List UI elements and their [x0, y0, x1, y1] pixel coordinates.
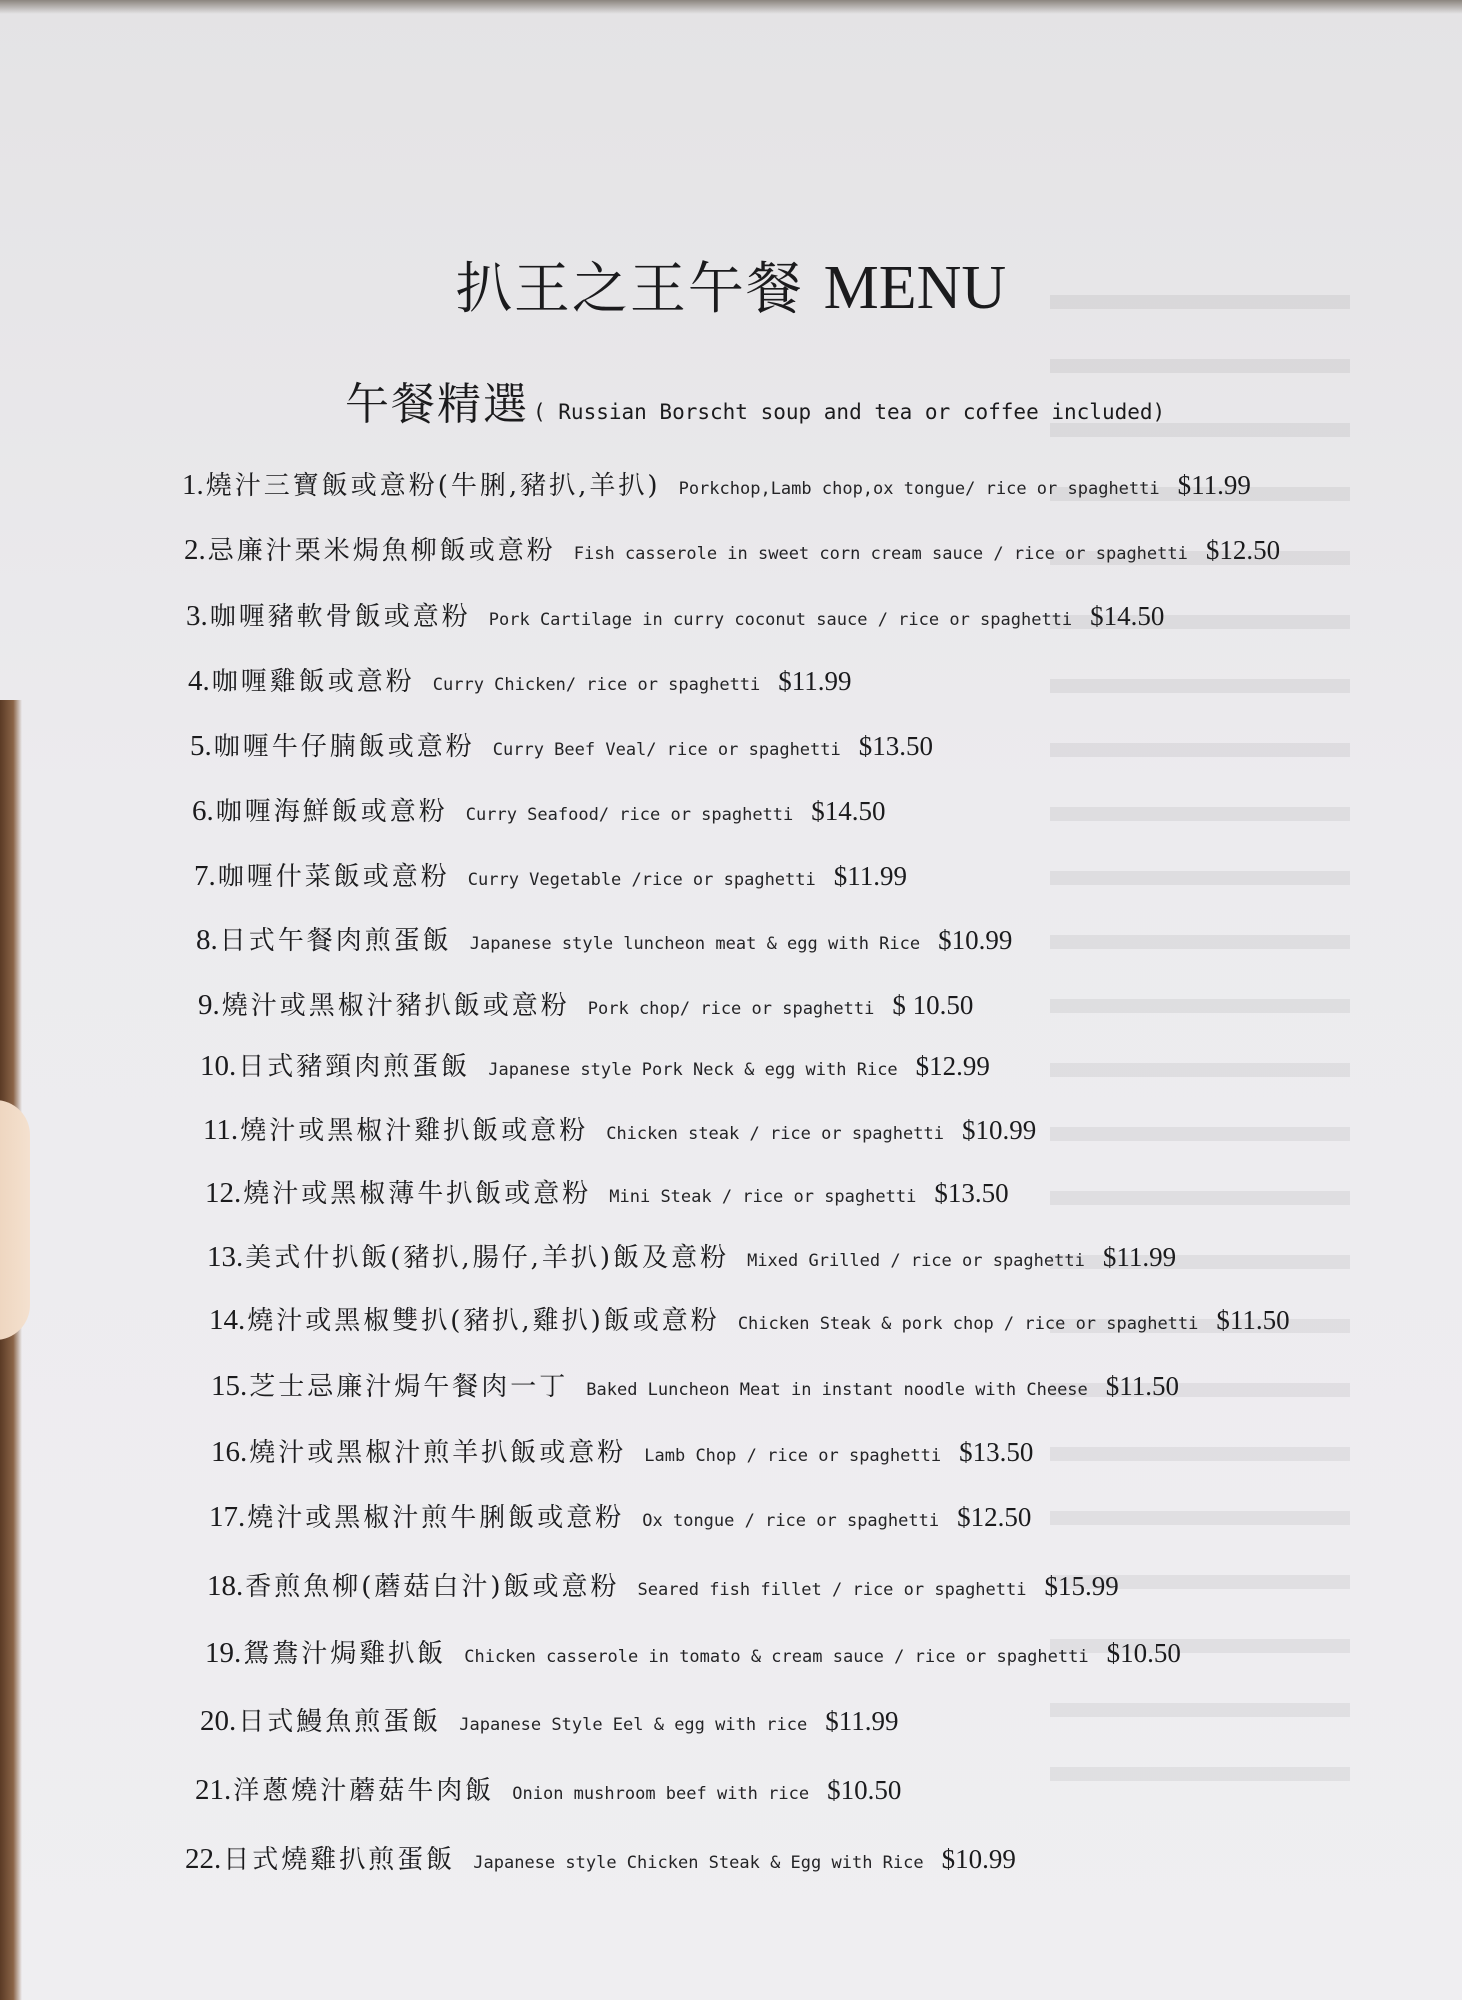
- menu-item-price: $14.50: [1090, 601, 1165, 631]
- menu-item: [192, 791, 886, 828]
- menu-item-name-cn: 燒汁或黑椒汁雞扒飯或意粉: [240, 1116, 589, 1146]
- menu-item: [211, 1432, 1033, 1469]
- menu-item-name-cn: 燒汁或黑椒汁煎牛脷飯或意粉: [247, 1503, 625, 1533]
- menu-item-name-cn: 忌廉汁栗米焗魚柳飯或意粉: [207, 536, 556, 566]
- menu-item: [207, 1566, 1119, 1603]
- menu-item-price: $11.99: [825, 1706, 899, 1736]
- menu-item: [195, 1770, 901, 1807]
- menu-item-name-cn: 燒汁或黑椒雙扒(豬扒,雞扒)飯或意粉: [247, 1306, 720, 1336]
- menu-item-number: 3.: [186, 600, 208, 632]
- menu-title-en: MENU: [823, 254, 1007, 322]
- menu-item: [194, 856, 907, 893]
- menu-item-name-cn: 咖喱牛仔腩飯或意粉: [213, 732, 475, 762]
- menu-item-name-en: Curry Seafood/ rice or spaghetti: [465, 805, 794, 825]
- menu-item-name-en: Fish casserole in sweet corn cream sauce / rice or spaghetti: [573, 544, 1188, 564]
- menu-item-name-en: Lamb Chop / rice or spaghetti: [644, 1446, 942, 1466]
- menu-item-name-en: Chicken casserole in tomato & cream sauce / rice or spaghetti: [464, 1647, 1089, 1667]
- menu-item-name-cn: 日式午餐肉煎蛋飯: [219, 926, 452, 956]
- menu-item-name-cn: 日式燒雞扒煎蛋飯: [223, 1845, 456, 1875]
- menu-item-number: 20.: [200, 1705, 237, 1737]
- menu-item: [200, 1046, 990, 1083]
- menu-item-name-en: Japanese style luncheon meat & egg with Rice: [469, 934, 921, 954]
- menu-item-price: $10.99: [961, 1115, 1037, 1145]
- menu-item-price: $12.50: [957, 1502, 1032, 1532]
- menu-item-name-cn: 美式什扒飯(豬扒,腸仔,羊扒)飯及意粉: [245, 1243, 730, 1273]
- menu-item-name-en: Ox tongue / rice or spaghetti: [642, 1511, 940, 1531]
- menu-item-name-cn: 日式鰻魚煎蛋飯: [238, 1707, 442, 1737]
- menu-item: [211, 1366, 1179, 1403]
- menu-item-price: $11.99: [1102, 1242, 1177, 1272]
- menu-item-price: $13.50: [934, 1178, 1009, 1208]
- menu-item-price: $10.99: [938, 925, 1013, 955]
- menu-item: [198, 985, 973, 1022]
- menu-item-name-en: Mixed Grilled / rice or spaghetti: [747, 1251, 1085, 1271]
- menu-item-number: 5.: [190, 730, 212, 762]
- menu-item-name-en: Onion mushroom beef with rice: [512, 1784, 810, 1804]
- menu-item-price: $11.99: [833, 861, 908, 891]
- menu-item-price: $ 10.50: [892, 990, 974, 1020]
- menu-item-number: 1.: [182, 469, 204, 501]
- menu-item-name-cn: 咖喱雞飯或意粉: [211, 667, 415, 697]
- menu-item-name-en: Curry Chicken/ rice or spaghetti: [432, 675, 761, 695]
- menu-item: [184, 530, 1280, 567]
- menu-item-number: 14.: [209, 1304, 246, 1336]
- menu-item-price: $15.99: [1044, 1571, 1119, 1601]
- menu-item-name-en: Seared fish fillet / rice or spaghetti: [637, 1580, 1027, 1600]
- menu-item-number: 9.: [198, 989, 220, 1021]
- menu-item-price: $13.50: [959, 1437, 1034, 1467]
- menu-item-number: 12.: [205, 1177, 242, 1209]
- menu-item-name-en: Japanese style Chicken Steak & Egg with Rice: [473, 1853, 924, 1873]
- menu-item-number: 7.: [194, 860, 216, 892]
- menu-item-price: $12.99: [915, 1051, 990, 1081]
- menu-item-name-en: Japanese style Pork Neck & egg with Rice: [488, 1060, 898, 1080]
- menu-item-price: $10.50: [1106, 1638, 1181, 1668]
- menu-item-price: $10.99: [941, 1844, 1016, 1874]
- menu-item: [200, 1701, 899, 1738]
- menu-item-number: 18.: [207, 1570, 244, 1602]
- menu-item: [209, 1497, 1031, 1534]
- menu-item-price: $14.50: [811, 796, 886, 826]
- menu-item-number: 10.: [200, 1050, 237, 1082]
- menu-item-number: 22.: [185, 1843, 222, 1875]
- menu-item: [205, 1173, 1009, 1210]
- menu-item-name-cn: 洋蔥燒汁蘑菇牛肉飯: [233, 1776, 495, 1806]
- menu-item: [186, 596, 1164, 633]
- menu-item-name-en: Chicken steak / rice or spaghetti: [606, 1124, 944, 1144]
- menu-item-number: 21.: [195, 1774, 232, 1806]
- menu-item-name-en: Pork chop/ rice or spaghetti: [587, 999, 875, 1019]
- menu-item-price: $11.99: [778, 666, 852, 696]
- menu-item-name-en: Curry Beef Veal/ rice or spaghetti: [492, 740, 841, 760]
- menu-item-price: $11.50: [1105, 1371, 1180, 1401]
- menu-item-number: 13.: [207, 1241, 244, 1273]
- menu-item-price: $11.50: [1216, 1305, 1290, 1335]
- menu-item-name-cn: 日式豬頸肉煎蛋飯: [238, 1052, 471, 1082]
- menu-item-name-cn: 燒汁三寶飯或意粉(牛脷,豬扒,羊扒): [205, 471, 661, 501]
- menu-item-name-cn: 咖喱海鮮飯或意粉: [215, 797, 448, 827]
- menu-item-name-cn: 香煎魚柳(蘑菇白汁)飯或意粉: [245, 1572, 620, 1602]
- menu-item-name-en: Curry Vegetable /rice or spaghetti: [467, 870, 816, 890]
- menu-item: [185, 1839, 1016, 1876]
- menu-item: [196, 920, 1012, 957]
- menu-item-name-en: Japanese Style Eel & egg with rice: [459, 1715, 808, 1735]
- menu-item-price: $13.50: [858, 731, 934, 761]
- menu-item-number: 11.: [203, 1114, 239, 1146]
- menu-item: [190, 726, 933, 763]
- menu-item-number: 15.: [211, 1370, 248, 1402]
- section-note: ( Russian Borscht soup and tea or coffee included): [533, 400, 1166, 424]
- menu-item-name-cn: 燒汁或黑椒汁煎羊扒飯或意粉: [249, 1438, 627, 1468]
- menu-item: [205, 1633, 1181, 1670]
- menu-item-number: 2.: [184, 534, 206, 566]
- menu-item-number: 17.: [209, 1501, 246, 1533]
- menu-item-name-en: Pork Cartilage in curry coconut sauce / rice or spaghetti: [488, 610, 1073, 630]
- menu-item-number: 4.: [188, 665, 210, 697]
- menu-item-name-cn: 鴛鴦汁焗雞扒飯: [243, 1639, 447, 1669]
- menu-item: [209, 1300, 1290, 1337]
- menu-item: [182, 465, 1251, 502]
- menu-item-name-en: Baked Luncheon Meat in instant noodle with Cheese: [586, 1380, 1088, 1400]
- menu-title-cn: 扒王之王午餐: [455, 257, 804, 322]
- menu-item-name-cn: 燒汁或黑椒汁豬扒飯或意粉: [221, 991, 570, 1021]
- menu-item-name-en: Mini Steak / rice or spaghetti: [609, 1187, 917, 1207]
- menu-item-price: $12.50: [1205, 535, 1281, 565]
- menu-item-name-cn: 咖喱什菜飯或意粉: [217, 862, 450, 892]
- menu-item-number: 16.: [211, 1436, 248, 1468]
- menu-item-name-en: Chicken Steak & pork chop / rice or spaghetti: [737, 1314, 1199, 1334]
- menu-item: [203, 1110, 1036, 1147]
- menu-item-name-cn: 咖喱豬軟骨飯或意粉: [209, 602, 471, 632]
- menu-item-name-en: Porkchop,Lamb chop,ox tongue/ rice or spaghetti: [678, 479, 1160, 499]
- menu-item-price: $11.99: [1177, 470, 1251, 500]
- menu-item-number: 6.: [192, 795, 214, 827]
- menu-item-name-cn: 燒汁或黑椒薄牛扒飯或意粉: [243, 1179, 592, 1209]
- menu-item-number: 8.: [196, 924, 218, 956]
- menu-item: [188, 661, 852, 698]
- menu-item-price: $10.50: [827, 1775, 902, 1805]
- section-title-cn: 午餐精選: [345, 379, 529, 430]
- menu-item-name-cn: 芝士忌廉汁焗午餐肉一丁: [249, 1372, 569, 1402]
- menu-item-number: 19.: [205, 1637, 242, 1669]
- menu-item: [207, 1237, 1176, 1274]
